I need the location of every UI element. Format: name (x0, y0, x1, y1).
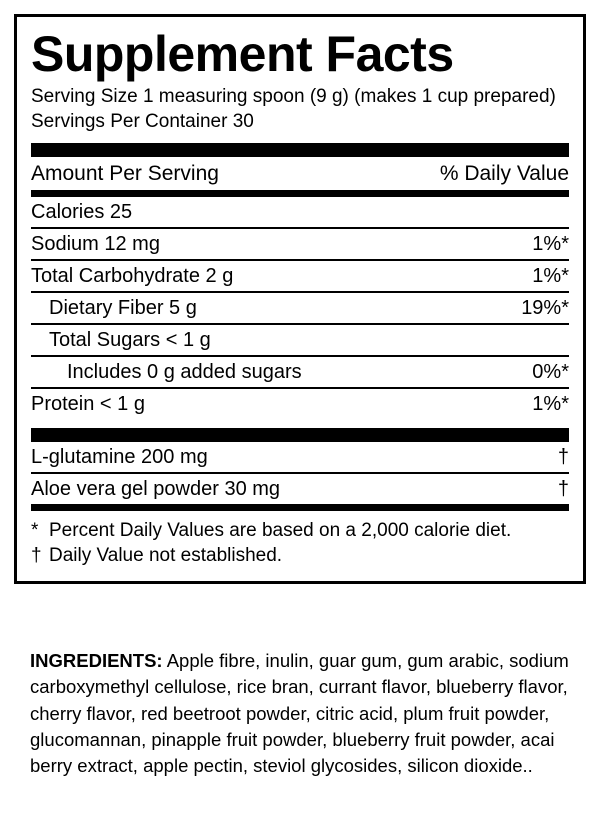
nutrient-label: Protein < 1 g (31, 393, 145, 416)
ingredients-heading: INGREDIENTS: (30, 650, 163, 671)
nutrient-value: 1%* (532, 265, 569, 288)
footnote-text: Daily Value not established. (49, 545, 283, 567)
panel-title: Supplement Facts (31, 26, 454, 82)
footnote-symbol: † (31, 545, 42, 567)
nutrient-value: 0%* (532, 361, 569, 384)
other-ingredient-value: † (557, 478, 569, 501)
footnote-dagger (31, 543, 569, 568)
footnote-symbol: * (31, 520, 39, 542)
nutrient-label: Includes 0 g added sugars (67, 361, 302, 384)
nutrient-row-calories (31, 197, 569, 227)
footnotes (31, 511, 569, 569)
divider-medium-bottom (31, 504, 569, 511)
nutrient-row-added-sugars (31, 357, 569, 387)
nutrient-row-total-sugars (31, 325, 569, 355)
serving-size-line: Serving Size 1 measuring spoon (9 g) (makes 1 cup prepared) (31, 86, 556, 107)
other-ingredient-value: † (557, 446, 569, 469)
amount-per-serving-header (31, 157, 569, 190)
daily-value-label: % Daily Value (439, 162, 569, 186)
other-ingredient-row-aloe-vera (31, 474, 569, 504)
nutrient-label: Sodium 12 mg (31, 233, 160, 256)
nutrient-label: Calories 25 (31, 201, 133, 224)
other-ingredient-label: L-glutamine 200 mg (31, 446, 208, 469)
nutrient-row-dietary-fiber (31, 293, 569, 323)
divider-thick-top (31, 143, 569, 157)
ingredients-block (30, 648, 575, 779)
divider-medium-header (31, 190, 569, 197)
nutrient-label: Total Carbohydrate 2 g (31, 265, 234, 288)
ingredients-text: Apple fibre, inulin, guar gum, gum arabic, sodium carboxymethyl cellulose, rice bran, currant flavor, blueberry flavor, cherry flavor, red beetroot powder, citric acid, plum fruit powder, glucomannan, pinapple fruit powder, blueberry fruit powder, acai berry extract, apple pectin, steviol glycosides, silicon dioxide.. (30, 650, 569, 777)
footnote-text: Percent Daily Values are based on a 2,000 calorie diet. (49, 520, 512, 542)
nutrient-row-total-carbohydrate (31, 261, 569, 291)
footnote-asterisk (31, 518, 569, 543)
nutrient-label: Dietary Fiber 5 g (49, 297, 197, 320)
other-ingredient-row-l-glutamine (31, 442, 569, 472)
nutrient-value: 1%* (532, 393, 569, 416)
nutrient-row-sodium (31, 229, 569, 259)
nutrient-row-protein (31, 389, 569, 419)
nutrient-value: 1%* (532, 233, 569, 256)
supplement-facts-panel (14, 14, 586, 584)
servings-per-container-line: Servings Per Container 30 (31, 111, 254, 133)
amount-per-serving-label: Amount Per Serving (31, 162, 219, 186)
nutrient-value: 19%* (521, 297, 569, 320)
other-ingredient-label: Aloe vera gel powder 30 mg (31, 478, 281, 501)
nutrient-label: Total Sugars < 1 g (49, 329, 211, 352)
divider-thick-middle (31, 428, 569, 442)
